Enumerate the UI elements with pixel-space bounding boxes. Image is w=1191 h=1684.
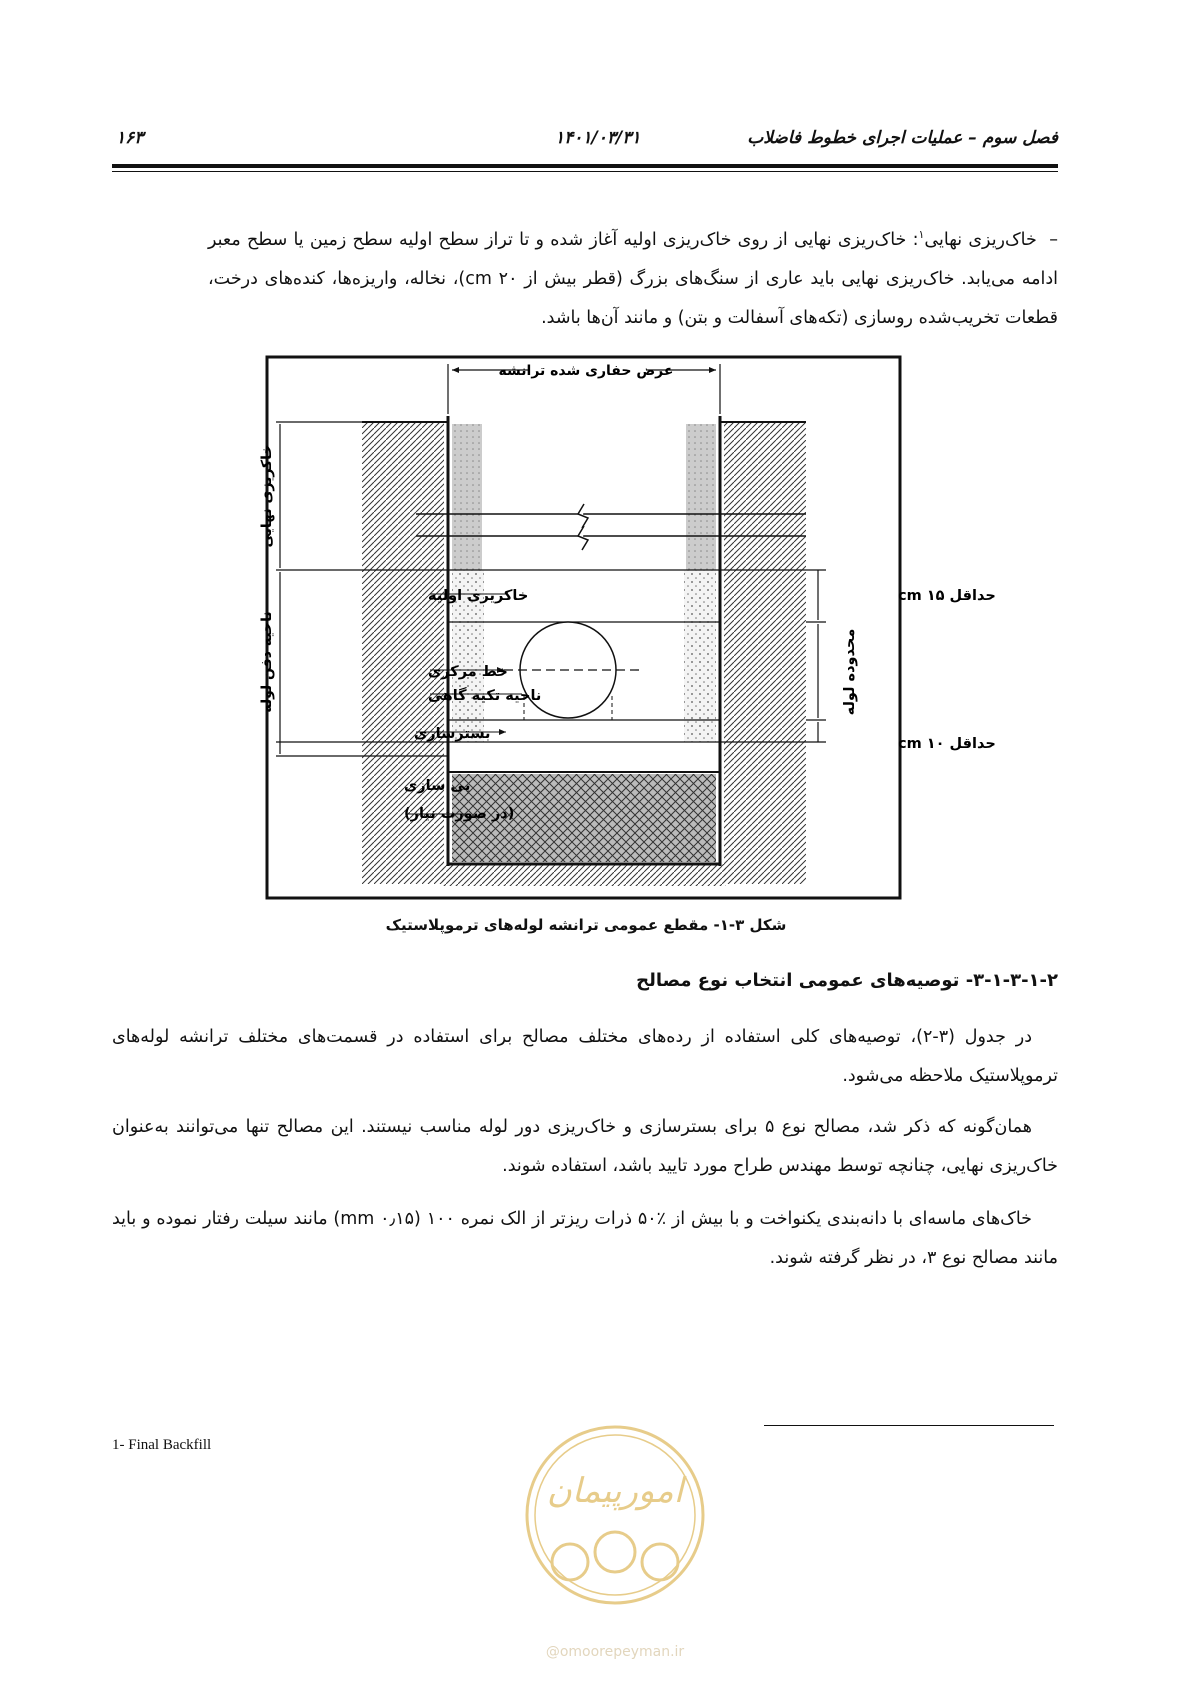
- label-if-needed: (در صورت نیاز): [404, 806, 515, 822]
- embedment-right-wall: [684, 570, 716, 742]
- native-soil-right: [724, 422, 806, 884]
- native-soil-bottom: [442, 864, 726, 886]
- section-paragraph-3: خاک‌های ماسه‌ای با دانه‌بندی یکنواخت و با بیش از ٪۵۰ ذرات ریزتر از الک نمره ۱۰۰ (۰٫۱۵ mm) مانند سیلت رفتار نموده و باید مانند مصالح نوع ۳، در نظر گرفته شوند.: [112, 1209, 1058, 1268]
- chapter-title: فصل سوم – عملیات اجرای خطوط فاضلاب: [747, 128, 1058, 148]
- label-final-backfill: خاکریزی نهایی: [259, 444, 275, 548]
- trench-cross-section-figure: [259, 356, 996, 899]
- watermark-logo-text: امورپیمان: [546, 1471, 684, 1511]
- term-final-backfill: خاک‌ریزی نهایی: [924, 229, 1037, 250]
- figure-caption: شکل ۳-۱- مقطع عمومی ترانشه لوله‌های ترموپلاستیک: [385, 916, 787, 934]
- intro-text: : خاک‌ریزی نهایی از روی خاک‌ریزی اولیه آغاز شده و تا تراز سطح اولیه سطح زمین یا سطح معبر ادامه می‌یابد. خاک‌ریزی نهایی باید عاری از سنگ‌های بزرگ (قطر بیش از ۲۰ cm)، نخاله، واریزه‌ها، کنده‌های درخت، قطعات تخریب‌شده روسازی (تکه‌های آسفالت و بتن) و مانند آن‌ها باشد.: [208, 229, 1058, 328]
- footnote-ref: ۱: [918, 228, 925, 241]
- label-bedding: بسترسازی: [414, 726, 491, 742]
- label-initial-backfill: خاکریزی اولیه: [428, 588, 529, 604]
- label-centerline: خط مرکزی: [428, 664, 508, 680]
- final-backfill-right-wall: [686, 424, 716, 570]
- label-min-15cm: حداقل ۱۵ cm: [898, 588, 996, 604]
- intro-paragraph: [208, 215, 1058, 338]
- section-heading: ۳-۱-۳-۱-۲- توصیه‌های عمومی انتخاب نوع مصالح: [636, 970, 1058, 991]
- label-foundation: پی سازی: [404, 778, 471, 794]
- section-paragraph-1: در جدول (۳-۲)، توصیه‌های کلی استفاده از رده‌های مختلف مصالح برای استفاده در قسمت‌های مختلف ترانشه لوله‌های ترموپلاستیک ملاحظه می‌شود.: [112, 1027, 1058, 1086]
- final-backfill-left-wall: [452, 424, 482, 570]
- header-date: ۱۴۰۱/۰۳/۳۱: [555, 128, 641, 148]
- footnote-text: 1- Final Backfill: [112, 1437, 212, 1453]
- bullet-marker: –: [1049, 229, 1058, 250]
- header-rule-thin: [112, 171, 1058, 172]
- label-haunch: ناحیه تکیه گاهی: [428, 688, 542, 704]
- label-pipe-zone: ناحیه دفن لوله: [259, 611, 275, 713]
- label-min-10cm: حداقل ۱۰ cm: [898, 736, 996, 752]
- watermark-logo: [500, 1420, 730, 1665]
- label-pipe-range: محدوده لوله: [842, 628, 858, 716]
- section-paragraph-2: همان‌گونه که ذکر شد، مصالح نوع ۵ برای بسترسازی و خاک‌ریزی دور لوله مناسب نیستند. این مصالح تنها می‌توانند به‌عنوان خاک‌ریزی نهایی، چنانچه توسط مهندس طراح مورد تایید باشد، استفاده شوند.: [112, 1117, 1058, 1176]
- footnote-rule: [764, 1425, 1054, 1426]
- watermark-site: @omoorepeyman.ir: [545, 1644, 685, 1660]
- page-number: ۱۶۳: [116, 128, 144, 148]
- label-trench-width: عرض حفاری شده ترانشه: [498, 363, 674, 379]
- header-rule-thick: [112, 164, 1058, 168]
